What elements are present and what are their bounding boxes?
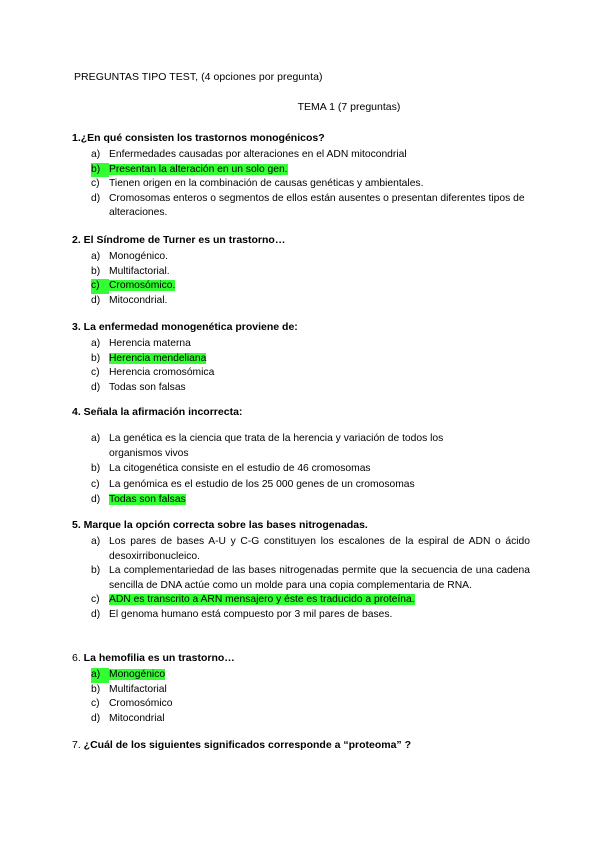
option-text: La citogenética consiste en el estudio de 46 cromosomas xyxy=(109,463,371,475)
option-letter: c) xyxy=(91,279,109,294)
option-a xyxy=(72,250,530,265)
option-letter: c) xyxy=(91,478,100,490)
question-6 xyxy=(72,651,530,726)
option-text: Multifactorial. xyxy=(109,265,170,277)
correct-answer-text: Cromosómico. xyxy=(109,280,176,292)
option-c xyxy=(72,177,530,192)
option-text-wrap xyxy=(109,352,530,367)
option-text: Multifactorial xyxy=(109,683,167,695)
option-text-wrap xyxy=(109,593,530,608)
question-title: 5. Marque la opción correcta sobre las bases nitrogenadas. xyxy=(72,519,368,531)
question-number: 6. xyxy=(72,652,81,664)
option-c xyxy=(72,593,530,608)
section-title-text: TEMA 1 (7 preguntas) xyxy=(297,101,401,113)
option-text: Tienen origen en la combinación de causas genéticas y ambientales. xyxy=(109,178,424,190)
option-letter: a) xyxy=(91,536,101,547)
option-text: La complementariedad de las bases nitrogenadas permite que la secuencia de una cadena sencilla de DNA actúe como un molde para una copia complementaria de RNA. xyxy=(109,565,530,591)
question-2 xyxy=(72,233,530,308)
question-title: 2. El Síndrome de Turner es un trastorno… xyxy=(72,234,286,246)
correct-answer-text: Herencia mendeliana xyxy=(109,352,207,364)
option-letter: d) xyxy=(91,192,101,204)
option-d xyxy=(72,712,530,727)
option-letter: d) xyxy=(91,494,101,506)
option-letter: a) xyxy=(91,338,101,349)
question-4 xyxy=(72,405,530,508)
option-text-wrap xyxy=(109,493,530,508)
option-letter: b) xyxy=(91,683,101,695)
option-letter: c) xyxy=(91,594,100,606)
option-letter: d) xyxy=(91,381,101,393)
question-title-text: ¿Cuál de los siguientes significados corresponde a “proteoma” ? xyxy=(80,739,411,751)
option-b xyxy=(72,564,530,593)
option-a xyxy=(72,668,530,683)
option-a xyxy=(72,337,530,352)
option-letter: d) xyxy=(91,712,101,724)
correct-answer-text: ADN es transcrito a ARN mensajero y éste es traducido a proteína. xyxy=(109,594,415,606)
option-letter: a) xyxy=(91,149,101,160)
option-letter: b) xyxy=(91,565,101,577)
option-text: Cromosómico xyxy=(109,698,173,710)
correct-answer-text: Monogénico xyxy=(109,669,166,680)
option-a xyxy=(72,432,530,461)
option-letter: d) xyxy=(91,608,101,620)
option-text: La genética es la ciencia que trata de la herencia y variación de todos los organismos vivos xyxy=(109,433,444,459)
question-title: 1.¿En qué consisten los trastornos monogénicos? xyxy=(72,132,325,144)
option-letter: b) xyxy=(91,352,101,364)
option-a xyxy=(72,148,530,163)
correct-answer-text: Todas son falsas xyxy=(109,494,186,506)
option-letter: a) xyxy=(91,433,101,444)
question-title: 4. Señala la afirmación incorrecta: xyxy=(72,406,243,418)
option-letter: a) xyxy=(91,668,109,683)
option-text: Monogénico. xyxy=(109,251,168,262)
correct-answer-text: Presentan la alteración en un solo gen. xyxy=(109,163,288,175)
option-b xyxy=(72,683,530,698)
option-text: Mitocondrial xyxy=(109,712,165,724)
option-text: Enfermedades causadas por alteraciones en el ADN mitocondrial xyxy=(109,149,407,160)
question-7 xyxy=(72,738,530,755)
option-letter: a) xyxy=(91,251,101,262)
option-b xyxy=(72,265,530,280)
option-text: El genoma humano está compuesto por 3 mil pares de bases. xyxy=(109,608,393,620)
question-title xyxy=(72,651,530,665)
option-c xyxy=(72,366,530,381)
option-b xyxy=(72,163,530,178)
option-letter: d) xyxy=(91,294,101,306)
option-c xyxy=(72,279,530,294)
section-title xyxy=(0,101,600,113)
question-number: 7. xyxy=(72,739,81,751)
option-d xyxy=(72,192,530,221)
option-text-wrap xyxy=(109,668,530,683)
option-text: Los pares de bases A-U y C-G constituyen los escalones de la espiral de ADN o ácido desoxirribonucleico. xyxy=(109,536,530,562)
question-title xyxy=(72,738,530,752)
option-text: Todas son falsas xyxy=(109,381,186,393)
option-text: La genómica es el estudio de los 25 000 genes de un cromosomas xyxy=(109,478,415,490)
option-text: Mitocondrial. xyxy=(109,294,168,306)
question-title-text: La hemofilia es un trastorno… xyxy=(80,652,235,664)
document-header: PREGUNTAS TIPO TEST, (4 opciones por pregunta) xyxy=(74,71,323,83)
option-d xyxy=(72,294,530,309)
question-title: 3. La enfermedad monogenética proviene de: xyxy=(72,321,298,333)
option-c xyxy=(72,697,530,712)
option-letter: c) xyxy=(91,367,100,379)
option-text: Cromosomas enteros o segmentos de ellos están ausentes o presentan diferentes tipos de alteraciones. xyxy=(109,192,525,219)
option-d xyxy=(72,608,530,623)
option-letter: c) xyxy=(91,178,100,190)
option-text: Herencia materna xyxy=(109,338,191,349)
question-1 xyxy=(72,131,530,221)
option-letter: b) xyxy=(91,463,101,475)
option-a xyxy=(72,535,530,564)
option-text-wrap xyxy=(109,279,530,294)
option-b xyxy=(72,352,530,367)
option-text-wrap xyxy=(109,163,530,178)
question-3 xyxy=(72,320,530,395)
question-5 xyxy=(72,518,530,623)
option-d xyxy=(72,493,530,508)
option-c xyxy=(72,478,530,493)
option-text: Herencia cromosómica xyxy=(109,367,215,379)
option-letter: b) xyxy=(91,163,109,178)
option-b xyxy=(72,462,530,477)
option-d xyxy=(72,381,530,396)
option-letter: c) xyxy=(91,698,100,710)
option-letter: b) xyxy=(91,265,101,277)
